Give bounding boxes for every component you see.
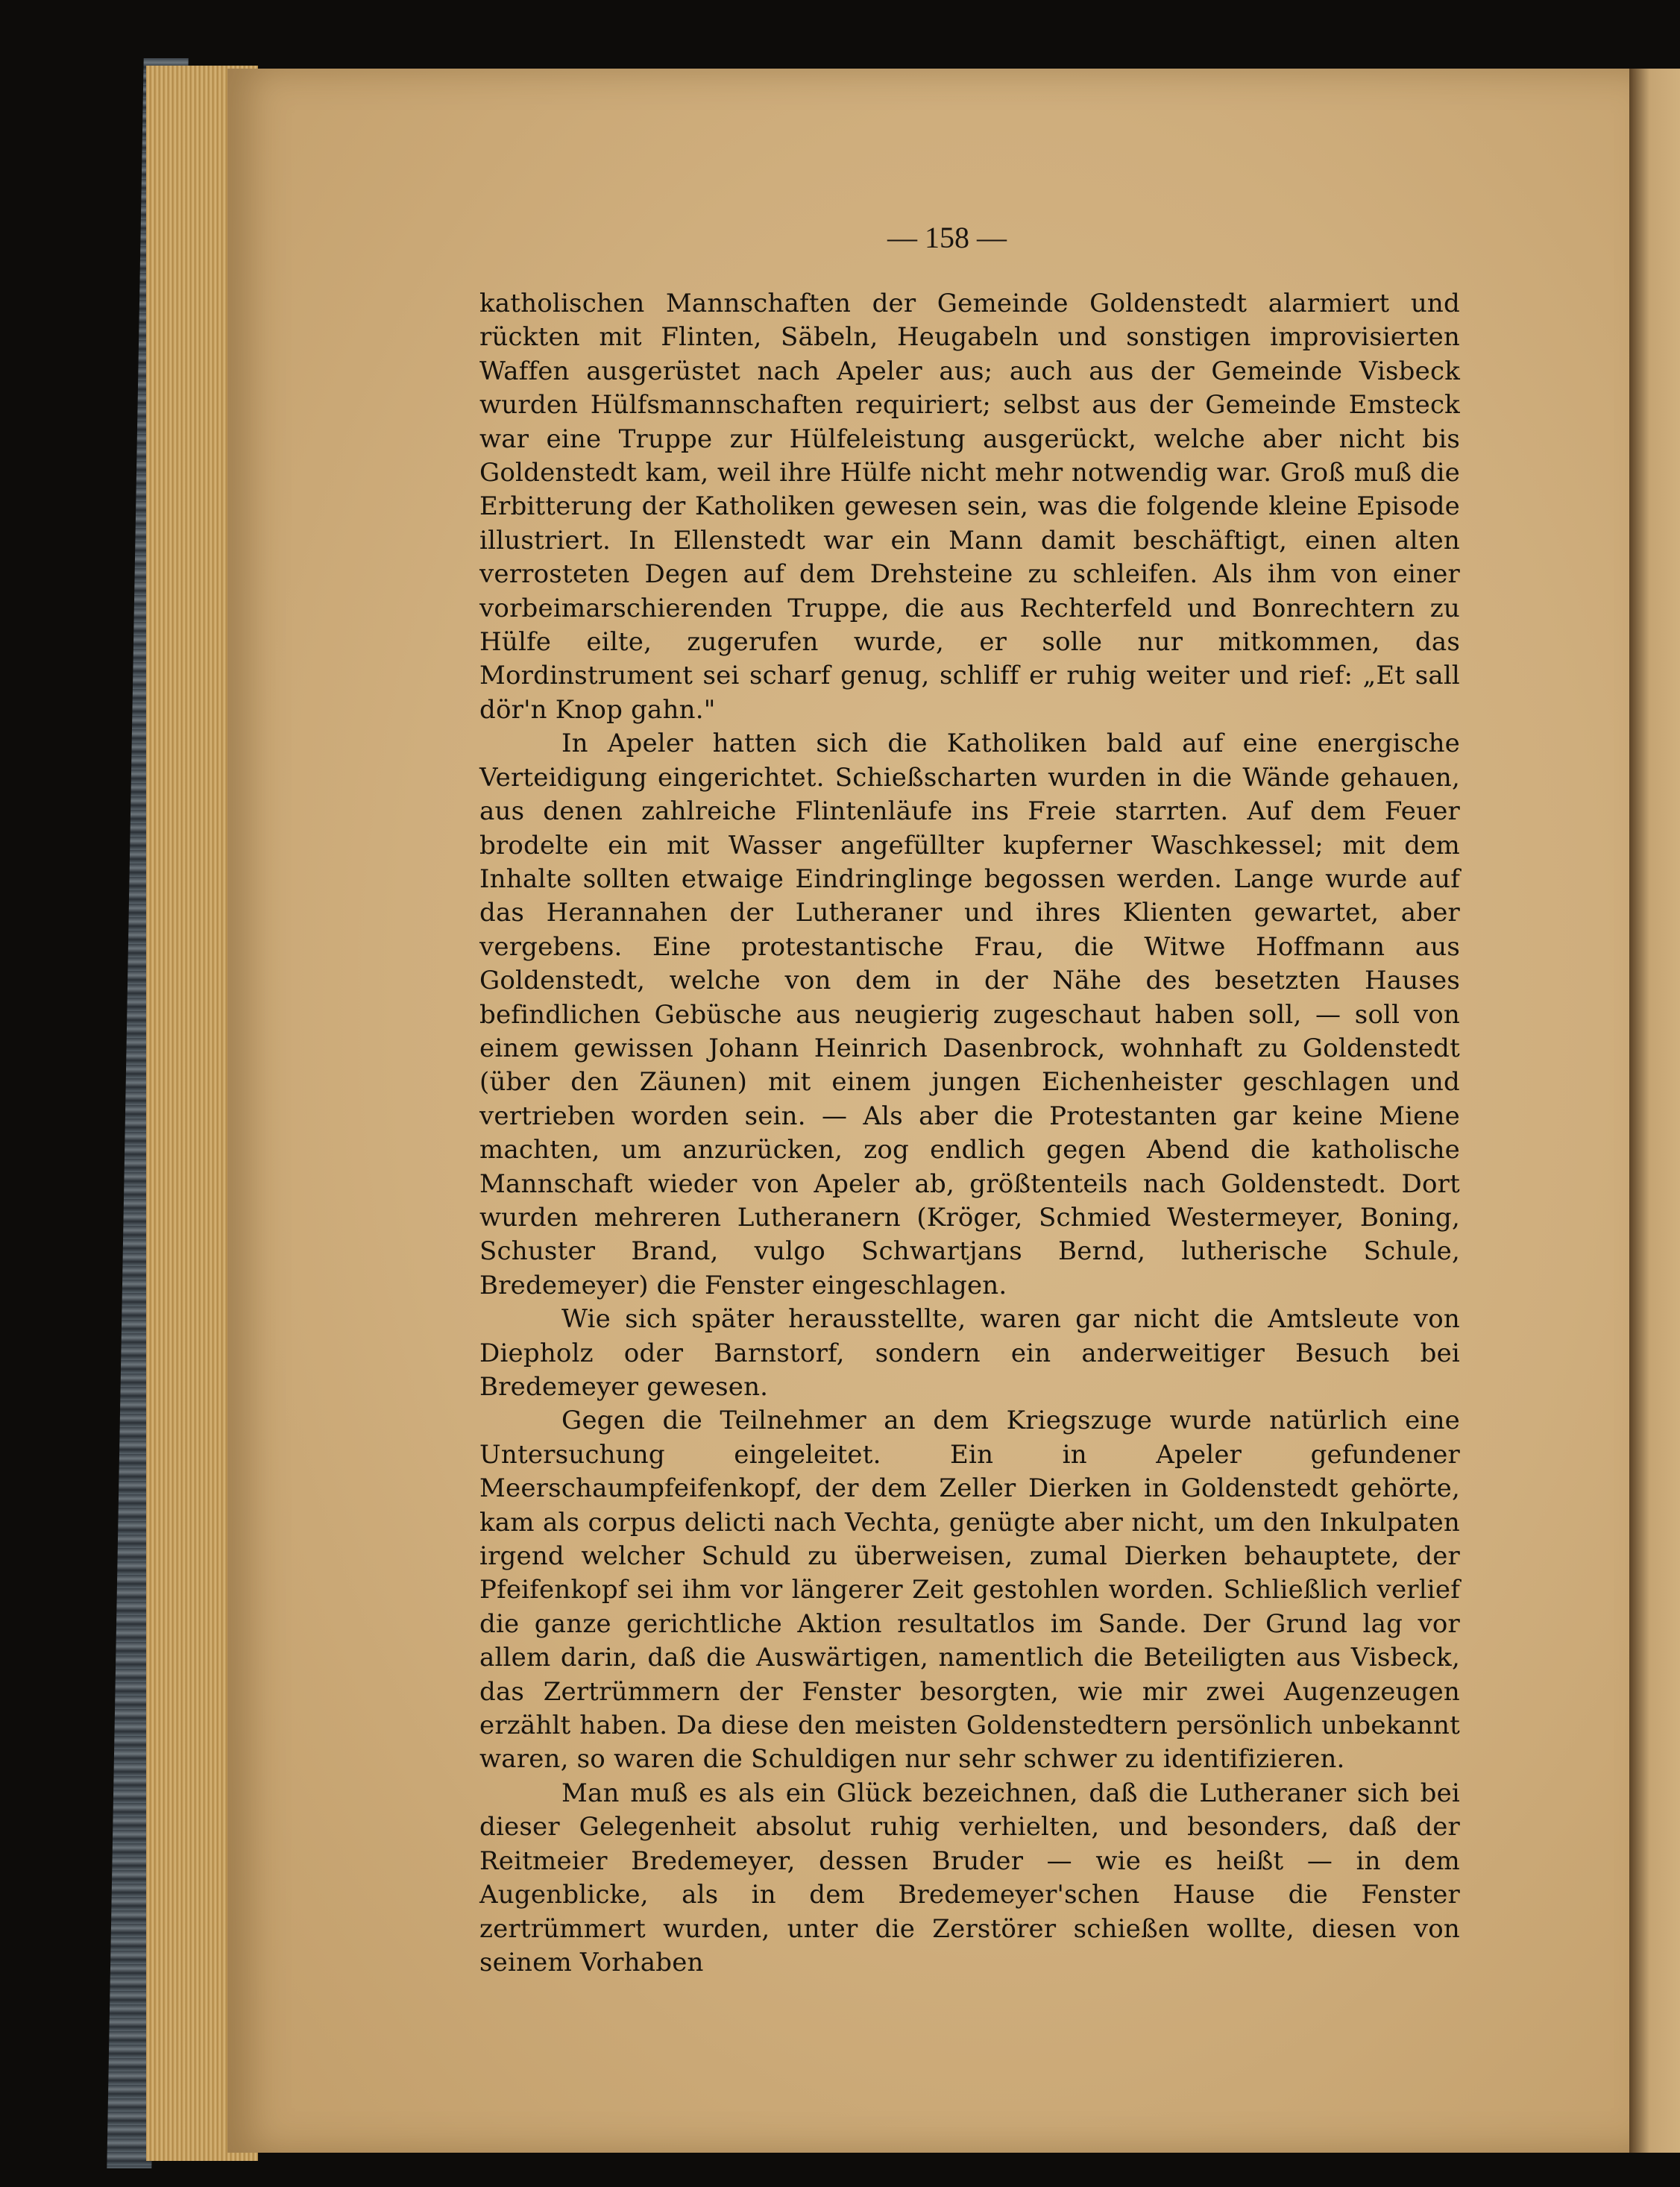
body-text [479,287,1460,1977]
page-number: — 158 — [887,221,1007,254]
paragraph: Gegen die Teilnehmer an dem Kriegszuge wurde natürlich eine Untersuchung eingeleitet. Ein in Apeler gefundener Meerschaumpfeifenkopf, der dem Zeller Dierken in Goldenstedt gehörte, kam als corpus delicti nach Vechta, genügte aber nicht, um den Inkulpaten irgend welcher Schuld zu überweisen, zumal Dierken behauptete, der Pfeifenkopf sei ihm vor längerer Zeit gestohlen worden. Schließlich verlief die ganze gerichtliche Aktion resultatlos im Sande. Der Grund lag vor allem darin, daß die Auswärtigen, namentlich die Beteiligten aus Visbeck, das Zertrümmern der Fenster besorgten, wie mir zwei Augenzeugen erzählt haben. Da diese den meisten Goldenstedtern persönlich unbekannt waren, so waren die Schuldigen nur sehr schwer zu identifizieren. [479,1406,1460,1775]
paragraph: Man muß es als ein Glück bezeichnen, daß die Lutheraner sich bei dieser Gelegenheit absolut ruhig verhielten, und besonders, daß der Reitmeier Bredemeyer, dessen Bruder — wie es heißt — in dem Augenblicke, als in dem Bredemeyer'schen Hause die Fenster zertrümmert wurden, unter die Zerstörer schießen wollte, diesen von seinem Vorhaben [479,1778,1460,1977]
paragraph: Wie sich später herausstellte, waren gar nicht die Amtsleute von Diepholz oder Barnstorf, sondern ein anderweitiger Besuch bei Bredemeyer gewesen. [479,1304,1460,1402]
facing-page-edge [1629,69,1680,2153]
paragraph: In Apeler hatten sich die Katholiken bald auf eine energische Verteidigung eingerichtet. Schießscharten wurden in die Wände gehauen, aus denen zahlreiche Flintenläufe ins Freie starrten. Auf dem Feuer brodelte ein mit Wasser angefüllter kupferner Waschkessel; mit dem Inhalte sollten etwaige Eindringlinge begossen werden. Lange wurde auf das Herannahen der Lutheraner und ihres Klienten gewartet, aber vergebens. Eine protestantische Frau, die Witwe Hoffmann aus Goldenstedt, welche von dem in der Nähe des besetzten Hauses befindlichen Gebüsche aus neugierig zugeschaut haben soll, — soll von einem gewissen Johann Heinrich Dasenbrock, wohnhaft zu Goldenstedt (über den Zäunen) mit einem jungen Eichenheister geschlagen und vertrieben worden sein. — Als aber die Protestanten gar keine Miene machten, um anzurücken, zog endlich gegen Abend die katholische Mannschaft wieder von Apeler ab, größtenteils nach Goldenstedt. Dort wurden mehreren Lutheranern (Kröger, Schmied Westermeyer, Boning, Schuster Brand, vulgo Schwartjans Bernd, lutherische Schule, Bredemeyer) die Fenster eingeschlagen. [479,729,1460,1300]
paragraph: katholischen Mannschaften der Gemeinde Goldenstedt alarmiert und rückten mit Flinten, Säbeln, Heugabeln und sonstigen improvisierten Waffen ausgerüstet nach Apeler aus; auch aus der Gemeinde Visbeck wurden Hülfsmannschaften requiriert; selbst aus der Gemeinde Emsteck war eine Truppe zur Hülfeleistung ausgerückt, welche aber nicht bis Goldenstedt kam, weil ihre Hülfe nicht mehr notwendig war. Groß muß die Erbitterung der Katholiken gewesen sein, was die folgende kleine Episode illustriert. In Ellenstedt war ein Mann damit beschäftigt, einen alten verrosteten Degen auf dem Drehsteine zu schleifen. Als ihm von einer vorbeimarschierenden Truppe, die aus Rechterfeld und Bonrechtern zu Hülfe eilte, zugerufen wurde, er solle nur mitkommen, das Mordinstrument sei scharf genug, schliff er ruhig weiter und rief: „Et sall dör'n Knop gahn." [479,289,1460,725]
